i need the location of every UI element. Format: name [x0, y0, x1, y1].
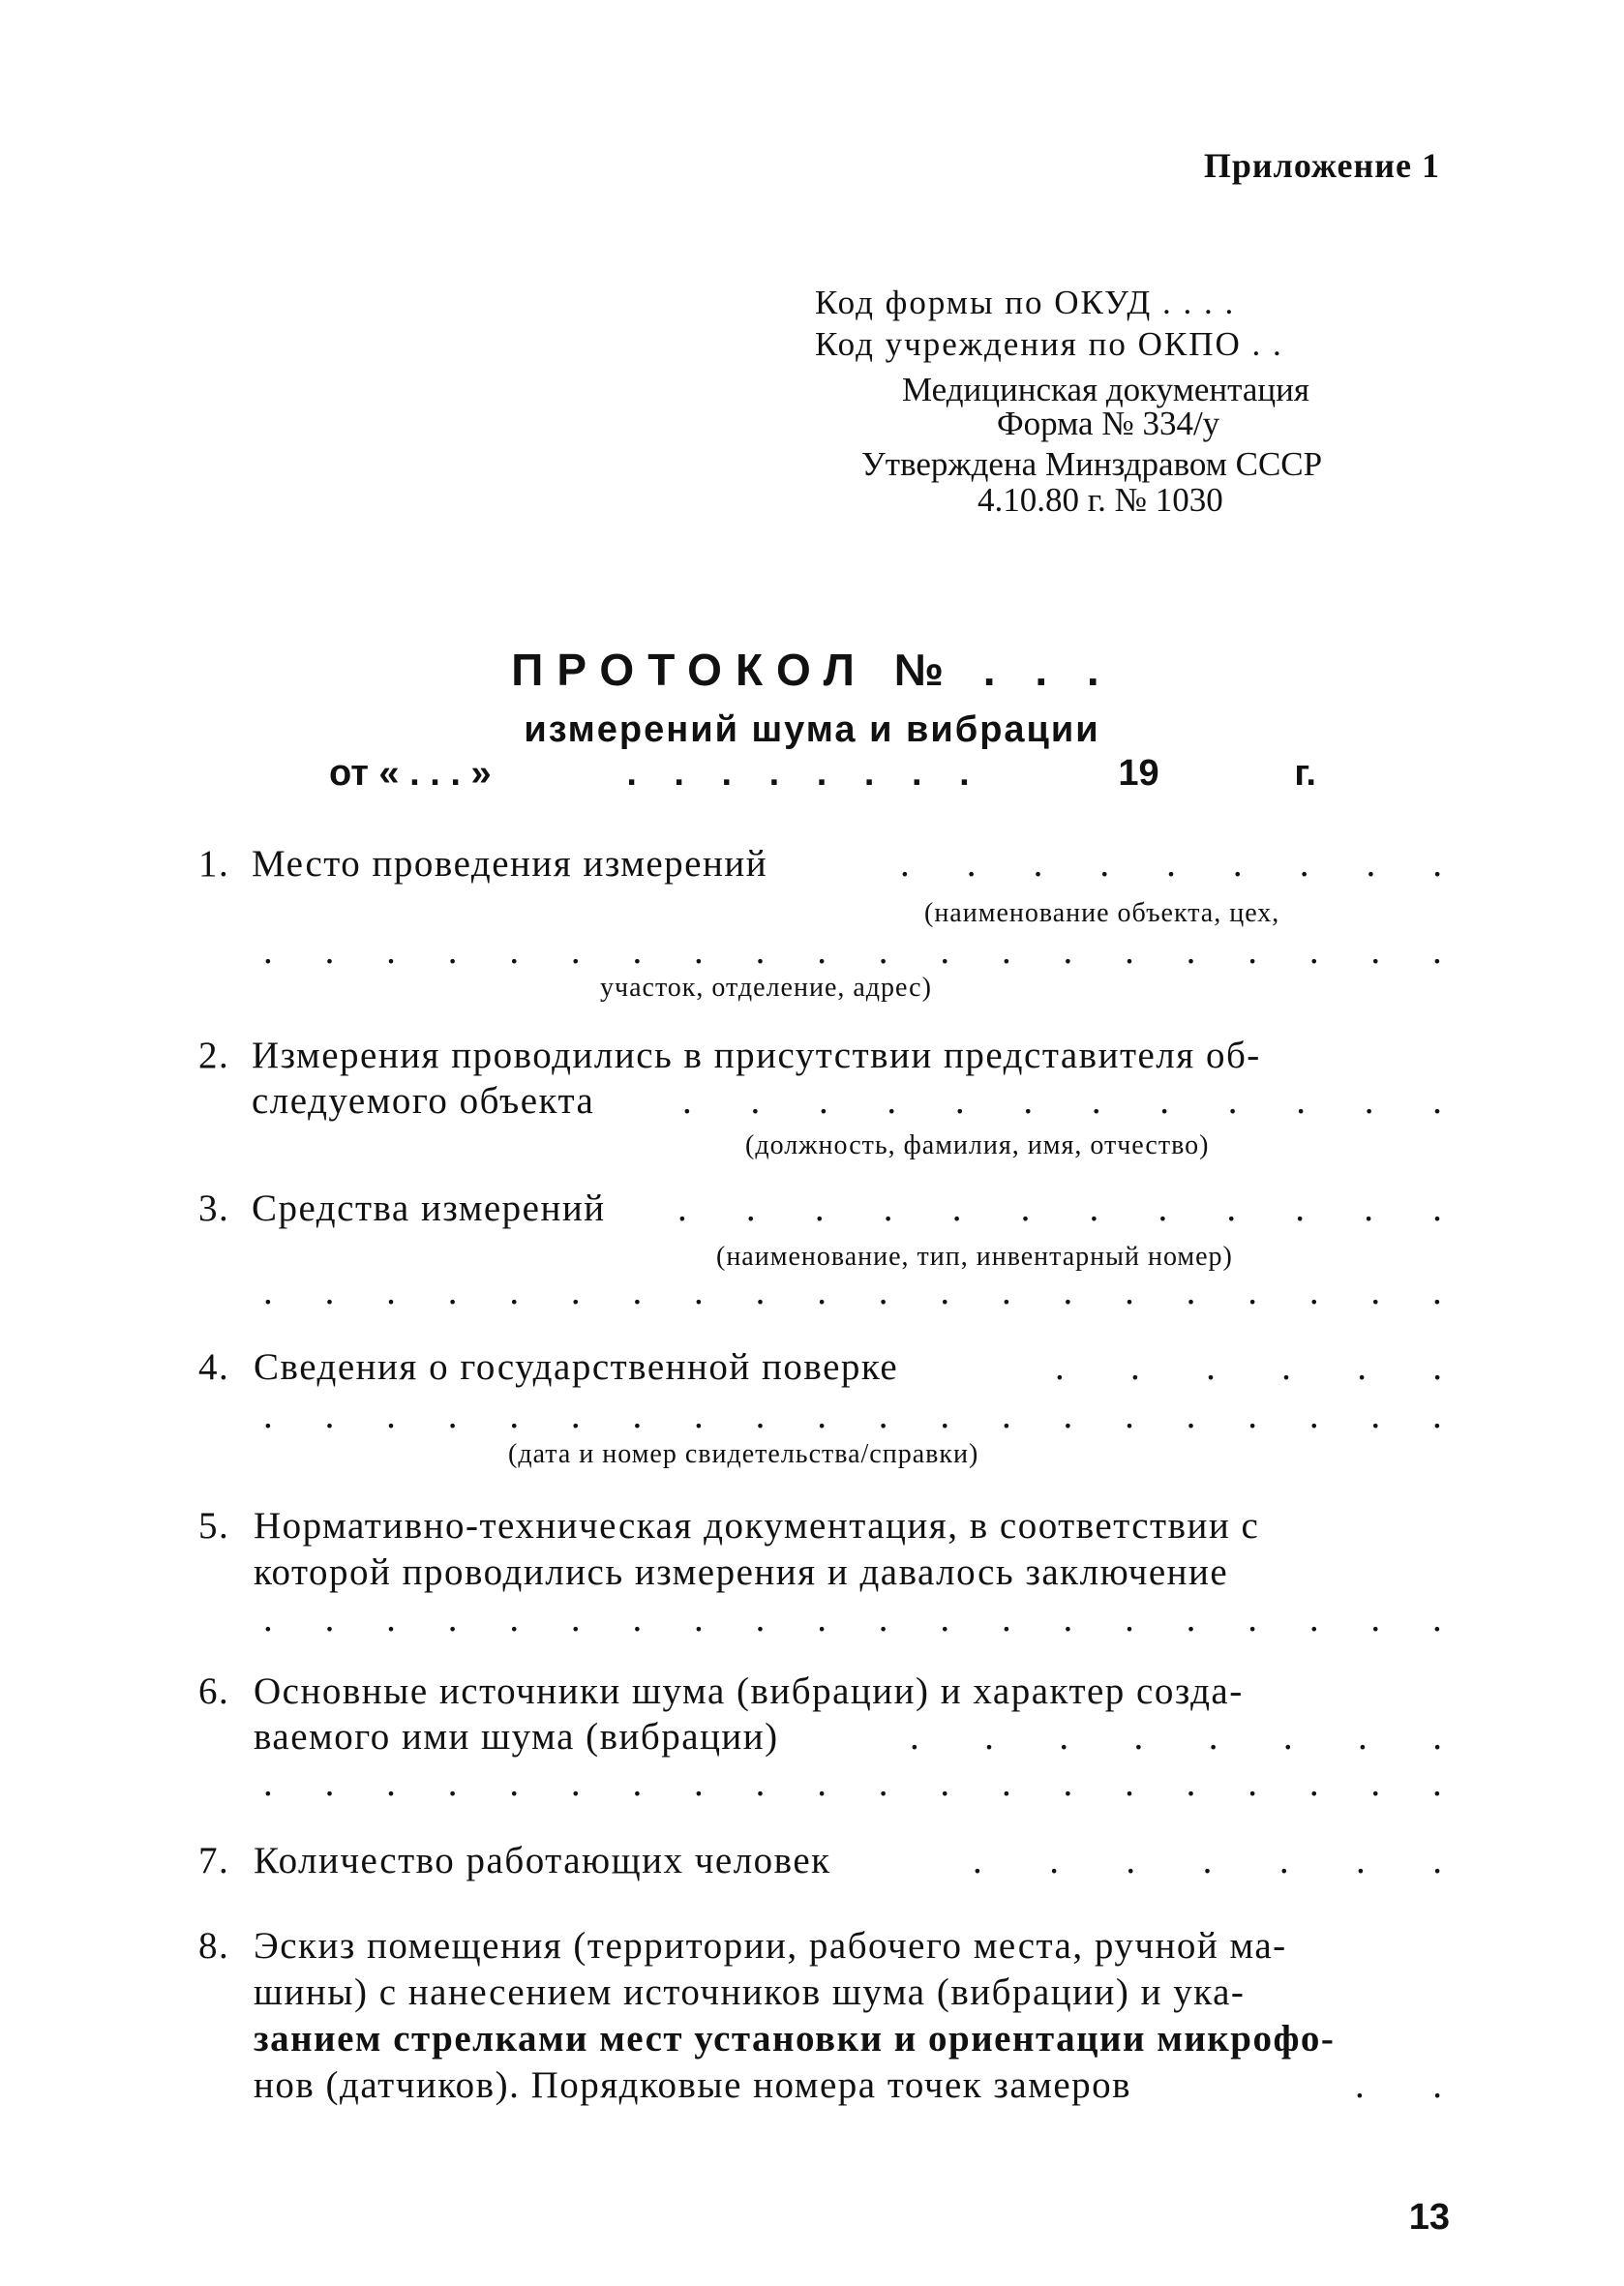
item-3-text: Средства измерений [252, 1188, 606, 1229]
item-2-text-b: следуемого объекта [252, 1080, 595, 1122]
item-8-text-a: Эскиз помещения (территории, рабочего места, ручной ма- [254, 1925, 1287, 1967]
item-2-dots: . . . . . . . . . . . . [682, 1080, 1442, 1122]
item-1-dots-b: . . . . . . . . . . . . . . . . . . . . [263, 930, 1442, 972]
item-4-text: Сведения о государственной поверке [254, 1346, 899, 1388]
item-1-dots-a: . . . . . . . . . [900, 843, 1442, 885]
item-4-dots-b: . . . . . . . . . . . . . . . . . . . . [263, 1395, 1442, 1436]
date-year-suffix: г. [1294, 753, 1316, 794]
date-year: 19 [1118, 753, 1159, 794]
item-8-number: 8. [198, 1925, 230, 1967]
item-5-number: 5. [198, 1505, 230, 1547]
okpo-code-line: Код учреждения по ОКПО . . [815, 325, 1283, 363]
approved-date-line: 4.10.80 г. № 1030 [977, 481, 1223, 519]
item-8-text-d: нов (датчиков). Порядковые номера точек замеров [254, 2064, 1132, 2106]
item-1-caption-a: (наименование объекта, цех, [924, 898, 1280, 928]
item-3-number: 3. [198, 1188, 230, 1229]
appendix-label: Приложение 1 [1203, 146, 1440, 185]
doc-type-line: Медицинская документация [902, 371, 1309, 408]
item-6-dots-b: . . . . . . . . . . . . . . . . . . . . [263, 1762, 1442, 1804]
item-6-text-b: ваемого ими шума (вибрации) [254, 1716, 779, 1758]
protocol-subtitle: измерений шума и вибрации [524, 709, 1100, 750]
item-6-dots-a: . . . . . . . . [910, 1716, 1442, 1758]
date-dots: . . . . . . . . [626, 753, 983, 794]
page-number: 13 [1408, 2197, 1450, 2238]
item-6-number: 6. [198, 1670, 230, 1712]
item-1-text: Место проведения измерений [252, 843, 768, 885]
item-3-caption: (наименование, тип, инвентарный номер) [716, 1242, 1233, 1272]
item-5-text-b: которой проводились измерения и давалось заключение [254, 1551, 1229, 1593]
item-5-dots: . . . . . . . . . . . . . . . . . . . . [263, 1598, 1442, 1639]
item-5-text-a: Нормативно-техническая документация, в соответствии с [254, 1505, 1260, 1547]
item-2-caption: (должность, фамилия, имя, отчество) [745, 1130, 1210, 1160]
item-8-text-c: занием стрелками мест установки и ориентации микрофо- [254, 2018, 1336, 2060]
item-7-number: 7. [198, 1840, 230, 1881]
item-3-dots-b: . . . . . . . . . . . . . . . . . . . . [263, 1271, 1442, 1312]
item-1-caption-b: участок, отделение, адрес) [600, 973, 932, 1003]
item-2-number: 2. [198, 1035, 230, 1076]
item-3-dots-a: . . . . . . . . . . . . [677, 1188, 1442, 1229]
date-prefix: от « . . . » [329, 753, 492, 794]
item-4-dots-a: . . . . . . [1055, 1346, 1442, 1388]
protocol-title: ПРОТОКОЛ № . . . [511, 645, 1113, 695]
item-8-text-b: шины) с нанесением источников шума (вибрации) и ука- [254, 1971, 1246, 2013]
item-8-dots: . . [1355, 2064, 1442, 2106]
item-1-number: 1. [198, 843, 230, 885]
item-6-text-a: Основные источники шума (вибрации) и характер созда- [254, 1670, 1244, 1712]
item-4-number: 4. [198, 1346, 230, 1388]
item-7-text: Количество работающих человек [254, 1840, 831, 1881]
item-7-dots: . . . . . . . [973, 1840, 1442, 1881]
approved-line: Утверждена Минздравом СССР [861, 445, 1323, 483]
protocol-date-line [329, 753, 1316, 795]
item-2-text-a: Измерения проводились в присутствии представителя об- [252, 1035, 1261, 1076]
item-4-caption: (дата и номер свидетельства/справки) [508, 1439, 979, 1469]
okud-code-line: Код формы по ОКУД . . . . [815, 284, 1236, 321]
form-number-line: Форма № 334/у [997, 405, 1220, 442]
